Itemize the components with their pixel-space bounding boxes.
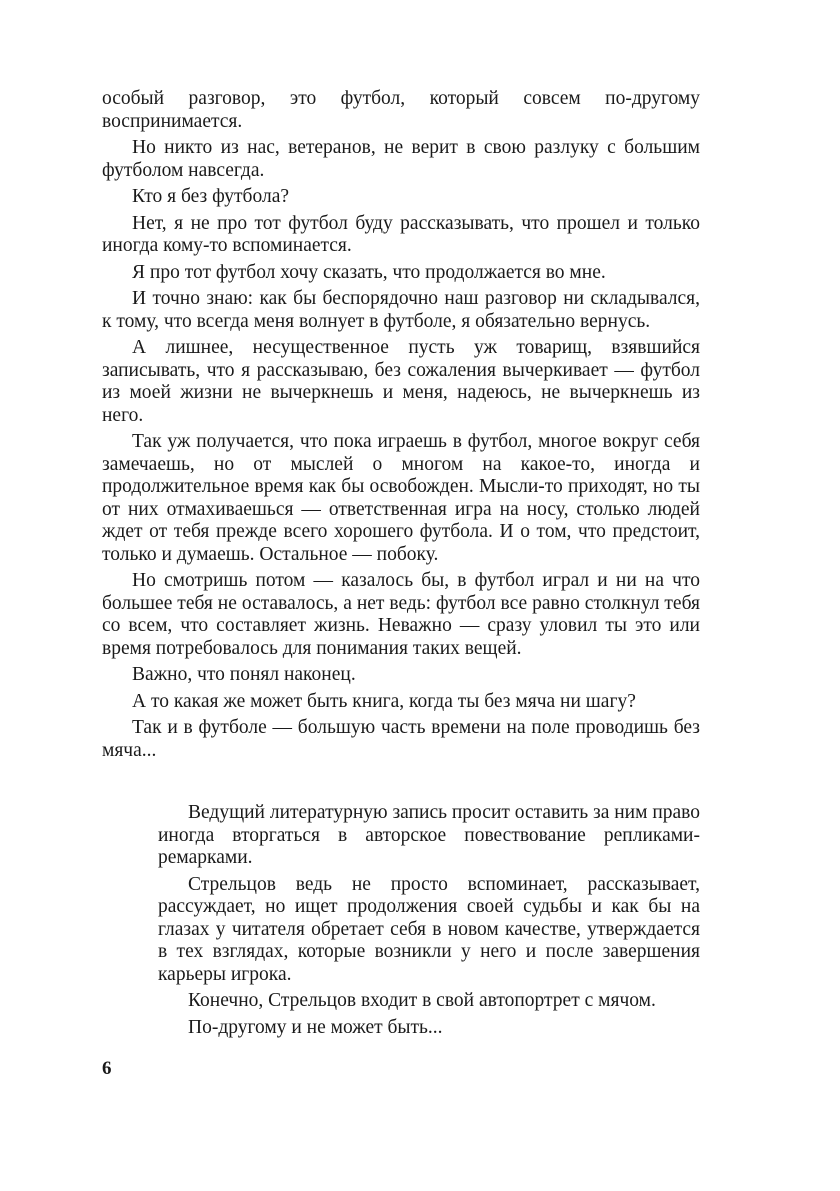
- paragraph: Я про тот футбол хочу сказать, что продолжается во мне.: [132, 261, 606, 283]
- paragraph: Так уж получается, что пока играешь в футбол, многое вокруг себя замечаешь, но от мыслей о многом на какое-то, иногда и продолжительное время как бы освобожден. Мысли-то приходят, но ты от них отмахиваешься — ответственная игра на носу, столько людей ждет от тебя прежде всего хорошего футбола. И о том, что предстоит, только и думаешь. Остальное — побоку.: [102, 431, 700, 565]
- note-paragraph: По-другому и не может быть...: [188, 1016, 443, 1038]
- paragraph-continuation: особый разговор, это футбол, который совсем по-другому воспринимается.: [102, 88, 700, 132]
- paragraph: Кто я без футбола?: [132, 186, 290, 207]
- paragraph: И точно знаю: как бы беспорядочно наш разговор ни складывался, к тому, что всегда меня волнует в футболе, я обязательно вернусь.: [102, 288, 700, 332]
- paragraph: А лишнее, несущественное пусть уж товарищ, взявшийся записывать, что я рассказываю, без сожаления вычеркивает — футбол из моей жизни не вычеркнешь и меня, надеюсь, не вычеркнешь из него.: [102, 337, 700, 426]
- note-paragraph: Ведущий литературную запись просит оставить за ним право иногда вторгаться в авторское повествование репликами-ремарками.: [158, 802, 700, 868]
- paragraph: Но никто из нас, ветеранов, не верит в свою разлуку с большим футболом навсегда.: [102, 137, 700, 181]
- note-paragraph: Конечно, Стрельцов входит в свой автопортрет с мячом.: [188, 990, 656, 1011]
- page-number: 6: [102, 1058, 112, 1079]
- paragraph: Так и в футболе — большую часть времени на поле проводишь без мяча...: [102, 717, 700, 761]
- paragraph: Но смотришь потом — казалось бы, в футбол играл и ни на что большее тебя не оставалось, а нет ведь: футбол все равно столкнул тебя со всем, что составляет жизнь. Неважно — сразу уловил ты это или время потребовалось для понимания таких вещей.: [102, 570, 700, 659]
- main-text: [102, 88, 700, 766]
- paragraph: А то какая же может быть книга, когда ты без мяча ни шагу?: [132, 690, 636, 712]
- paragraph: Важно, что понял наконец.: [132, 664, 356, 685]
- editor-note: [158, 802, 700, 1043]
- note-paragraph: Стрельцов ведь не просто вспоминает, рассказывает, рассуждает, но ищет продолжения своей судьбы и как бы на глазах у читателя обретает себя в новом качестве, утверждается в тех взглядах, которые возникли у него и после завершения карьеры игрока.: [158, 873, 700, 985]
- paragraph: Нет, я не про тот футбол буду рассказывать, что прошел и только иногда кому-то вспоминается.: [102, 212, 700, 256]
